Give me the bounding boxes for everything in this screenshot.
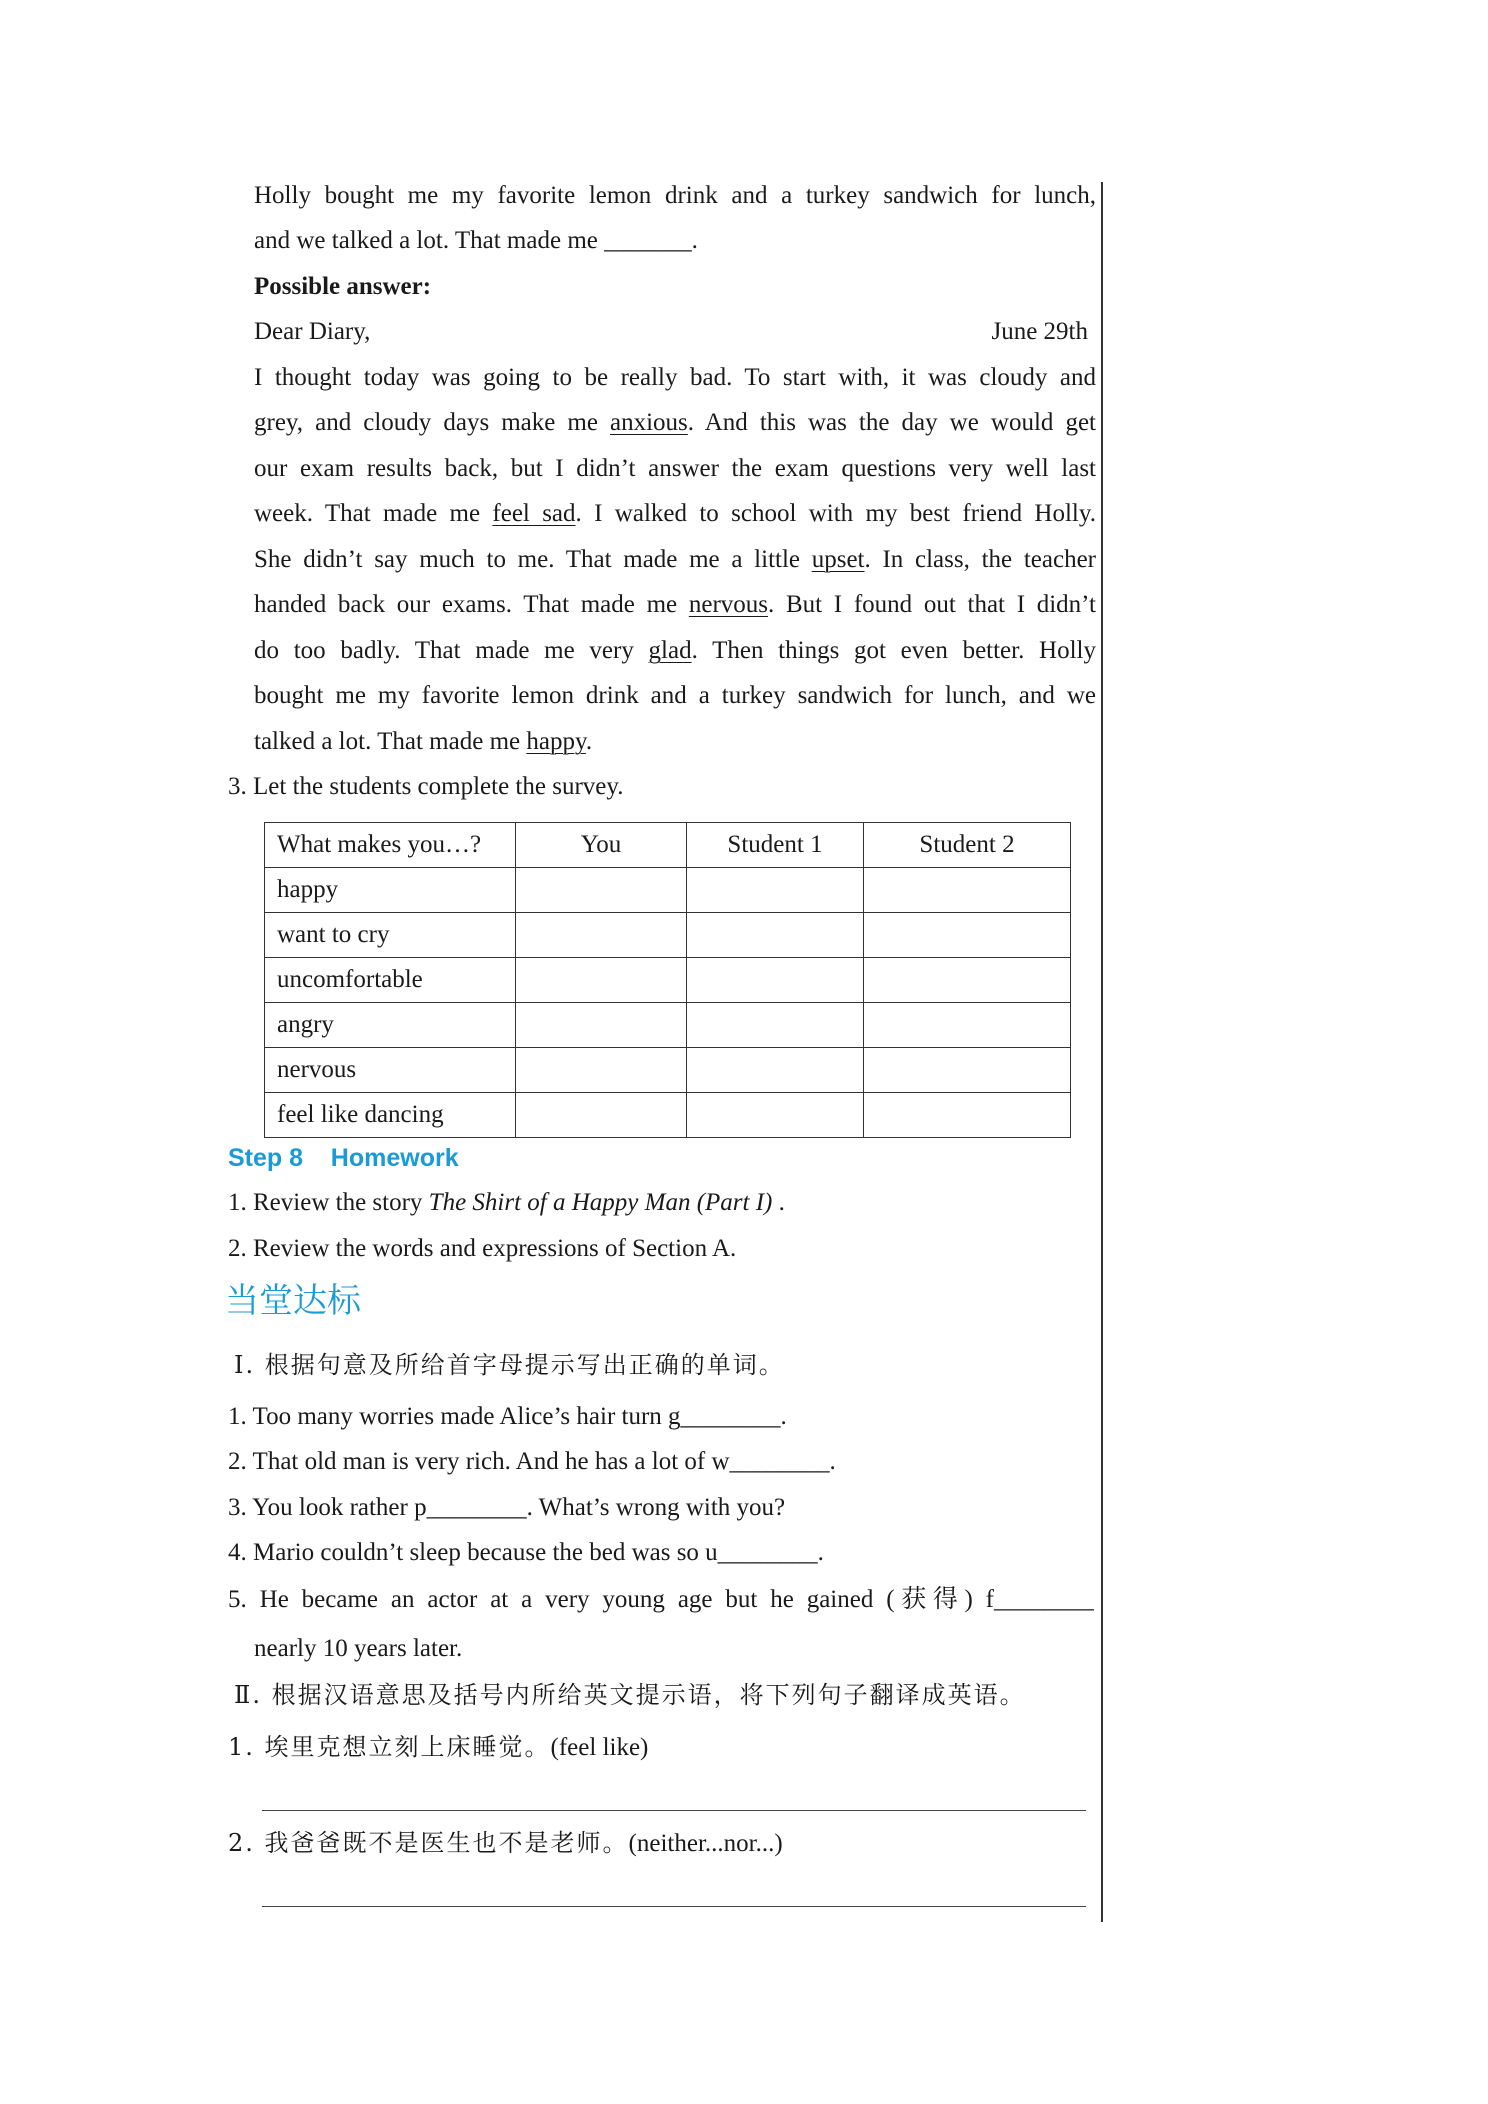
survey-cell[interactable] xyxy=(687,1093,864,1138)
survey-cell[interactable] xyxy=(516,1093,687,1138)
translation-question-1: 1. 埃里克想立刻上床睡觉。(feel like) xyxy=(228,1733,649,1761)
question: 4. Mario couldn’t sleep because the bed was so u________. xyxy=(228,1539,824,1566)
answer-blank[interactable]: _______ xyxy=(604,227,692,254)
underlined-answer: glad xyxy=(648,637,692,664)
question: 2. That old man is very rich. And he has a lot of w________. xyxy=(228,1448,836,1475)
row-label: feel like dancing xyxy=(265,1093,516,1138)
survey-cell[interactable] xyxy=(864,913,1071,958)
survey-cell[interactable] xyxy=(516,1003,687,1048)
diary-line: talked a lot. That made me happy. xyxy=(254,728,593,755)
column-header: Student 2 xyxy=(864,823,1071,868)
survey-cell[interactable] xyxy=(864,868,1071,913)
question: 5. He became an actor at a very young age but he gained (获得) f________ xyxy=(228,1586,1094,1613)
column-header: What makes you…? xyxy=(265,823,516,868)
diary-line: handed back our exams. That made me nervous. But I found out that I didn’t xyxy=(254,591,1096,618)
table-header-row xyxy=(265,823,1071,868)
practice-heading: 当堂达标 xyxy=(225,1281,361,1321)
survey-cell[interactable] xyxy=(516,1048,687,1093)
diary-tail-line-2: and we talked a lot. That made me _______. xyxy=(254,227,698,254)
row-label: want to cry xyxy=(265,913,516,958)
homework-item-2: 2. Review the words and expressions of Section A. xyxy=(228,1235,737,1262)
survey-cell[interactable] xyxy=(687,913,864,958)
section-2-title: Ⅱ. 根据汉语意思及括号内所给英文提示语，将下列句子翻译成英语。 xyxy=(234,1681,1026,1709)
table-row xyxy=(265,1048,1071,1093)
possible-answer-label: Possible answer: xyxy=(254,273,432,300)
column-header: You xyxy=(516,823,687,868)
column-header: Student 1 xyxy=(687,823,864,868)
survey-cell[interactable] xyxy=(516,958,687,1003)
answer-line[interactable] xyxy=(262,1906,1086,1907)
table-row xyxy=(265,1003,1071,1048)
survey-instruction: 3. Let the students complete the survey. xyxy=(228,773,624,800)
survey-cell[interactable] xyxy=(864,1093,1071,1138)
diary-line: week. That made me feel sad. I walked to school with my best friend Holly. xyxy=(254,500,1096,527)
survey-cell[interactable] xyxy=(864,958,1071,1003)
homework-item-1: 1. Review the story The Shirt of a Happy Man (Part I) . xyxy=(228,1189,785,1216)
diary-tail-line-1: Holly bought me my favorite lemon drink and a turkey sandwich for lunch, xyxy=(254,182,1096,209)
table-row xyxy=(265,958,1071,1003)
underlined-answer: upset xyxy=(811,546,865,573)
underlined-answer: nervous xyxy=(688,591,768,618)
story-title: The Shirt of a Happy Man (Part I) xyxy=(428,1189,773,1216)
question: 1. Too many worries made Alice’s hair turn g________. xyxy=(228,1403,787,1430)
diary-line: do too badly. That made me very glad. Then things got even better. Holly xyxy=(254,637,1096,664)
survey-cell[interactable] xyxy=(687,958,864,1003)
diary-header xyxy=(254,317,1088,347)
diary-line: I thought today was going to be really bad. To start with, it was cloudy and xyxy=(254,364,1096,391)
diary-line: She didn’t say much to me. That made me a little upset. In class, the teacher xyxy=(254,546,1096,573)
survey-cell[interactable] xyxy=(687,868,864,913)
row-label: angry xyxy=(265,1003,516,1048)
diary-greeting: Dear Diary, xyxy=(254,318,371,345)
diary-line: bought me my favorite lemon drink and a turkey sandwich for lunch, and we xyxy=(254,682,1096,709)
question-continued: nearly 10 years later. xyxy=(254,1635,463,1662)
diary-line: our exam results back, but I didn’t answer the exam questions very well last xyxy=(254,455,1096,482)
translation-question-2: 2. 我爸爸既不是医生也不是老师。(neither...nor...) xyxy=(228,1829,783,1857)
underlined-answer: happy xyxy=(526,728,586,755)
table-row xyxy=(265,868,1071,913)
answer-line[interactable] xyxy=(262,1810,1086,1811)
survey-cell[interactable] xyxy=(864,1003,1071,1048)
question: 3. You look rather p________. What’s wrong with you? xyxy=(228,1494,786,1521)
diary-line: grey, and cloudy days make me anxious. And this was the day we would get xyxy=(254,409,1096,436)
section-1-title: Ⅰ. 根据句意及所给首字母提示写出正确的单词。 xyxy=(234,1351,785,1379)
row-label: uncomfortable xyxy=(265,958,516,1003)
diary-date: June 29th xyxy=(991,318,1088,345)
row-label: nervous xyxy=(265,1048,516,1093)
survey-cell[interactable] xyxy=(516,913,687,958)
table-row xyxy=(265,913,1071,958)
survey-table xyxy=(264,822,1071,1138)
survey-cell[interactable] xyxy=(864,1048,1071,1093)
row-label: happy xyxy=(265,868,516,913)
survey-cell[interactable] xyxy=(516,868,687,913)
underlined-answer: anxious xyxy=(610,409,688,436)
step8-heading: Step 8 Homework xyxy=(228,1144,459,1172)
survey-cell[interactable] xyxy=(687,1048,864,1093)
margin-rule xyxy=(1101,182,1103,1922)
survey-cell[interactable] xyxy=(687,1003,864,1048)
table-row xyxy=(265,1093,1071,1138)
underlined-answer: feel sad xyxy=(492,500,576,527)
